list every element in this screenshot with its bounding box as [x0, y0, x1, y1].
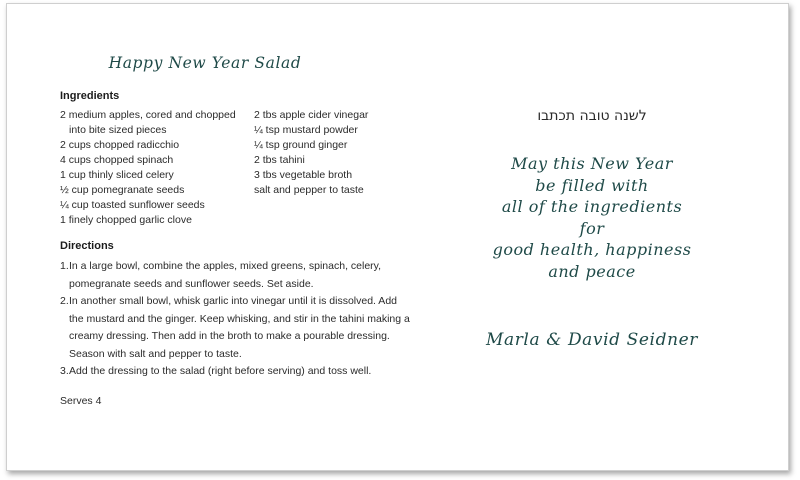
greeting-line: May this New Year [511, 154, 673, 173]
recipe-card [6, 3, 789, 471]
ingredient-item: 2 tbs tahini [254, 154, 305, 166]
greeting-line: be filled with [535, 175, 649, 195]
step-text: Add the dressing to the salad (right before serving) and toss well. [69, 365, 372, 377]
direction-step [60, 293, 410, 363]
step-number: 3. [60, 365, 69, 377]
directions-list [60, 258, 410, 381]
serves-text: Serves 4 [60, 395, 102, 407]
step-text: In another small bowl, whisk garlic into vinegar until it is dissolved. Add the mustard and the ginger. Keep whisking, and stir in the tahini making a creamy dressing. Then add in the broth to make a pourable dressing. Season with salt and pepper to taste. [69, 295, 410, 360]
ingredient-item: into bite sized pieces [69, 124, 167, 136]
greeting-line: and peace [548, 261, 636, 281]
hebrew-greeting: לשנה טובה תכתבו [537, 108, 647, 124]
ingredient-item: 2 cups chopped radicchio [60, 139, 180, 151]
ingredients-heading: Ingredients [60, 90, 120, 102]
ingredients-right-column [254, 108, 368, 198]
ingredient-item: ½ cup pomegranate seeds [60, 184, 185, 196]
ingredients-left-column [60, 108, 236, 228]
ingredient-item: 3 tbs vegetable broth [254, 169, 353, 181]
greeting-line: good health, happiness [492, 240, 692, 259]
greeting-line: for [579, 218, 605, 238]
direction-step [60, 258, 410, 293]
ingredient-item: 2 medium apples, cored and chopped [60, 109, 236, 121]
greeting-message [447, 153, 737, 282]
ingredient-item: 4 cups chopped spinach [60, 154, 174, 166]
recipe-title: Happy New Year Salad [108, 54, 302, 72]
directions-heading: Directions [60, 240, 114, 252]
step-number: 2. [60, 295, 69, 307]
ingredient-item: 1 cup thinly sliced celery [60, 169, 174, 181]
ingredient-item: salt and pepper to taste [254, 184, 364, 196]
greeting-line: all of the ingredients [501, 197, 683, 216]
ingredient-item: ¼ tsp mustard powder [254, 124, 358, 136]
direction-step [60, 363, 410, 381]
step-number: 1. [60, 260, 69, 272]
ingredient-item: 1 finely chopped garlic clove [60, 214, 192, 226]
signature: Marla & David Seidner [485, 330, 699, 350]
ingredient-item: ¼ tsp ground ginger [254, 139, 348, 151]
ingredient-item: 2 tbs apple cider vinegar [254, 109, 369, 121]
ingredient-item: ¼ cup toasted sunflower seeds [60, 199, 205, 211]
step-text: In a large bowl, combine the apples, mixed greens, spinach, celery, pomegranate seeds and sunflower seeds. Set aside. [69, 260, 382, 290]
